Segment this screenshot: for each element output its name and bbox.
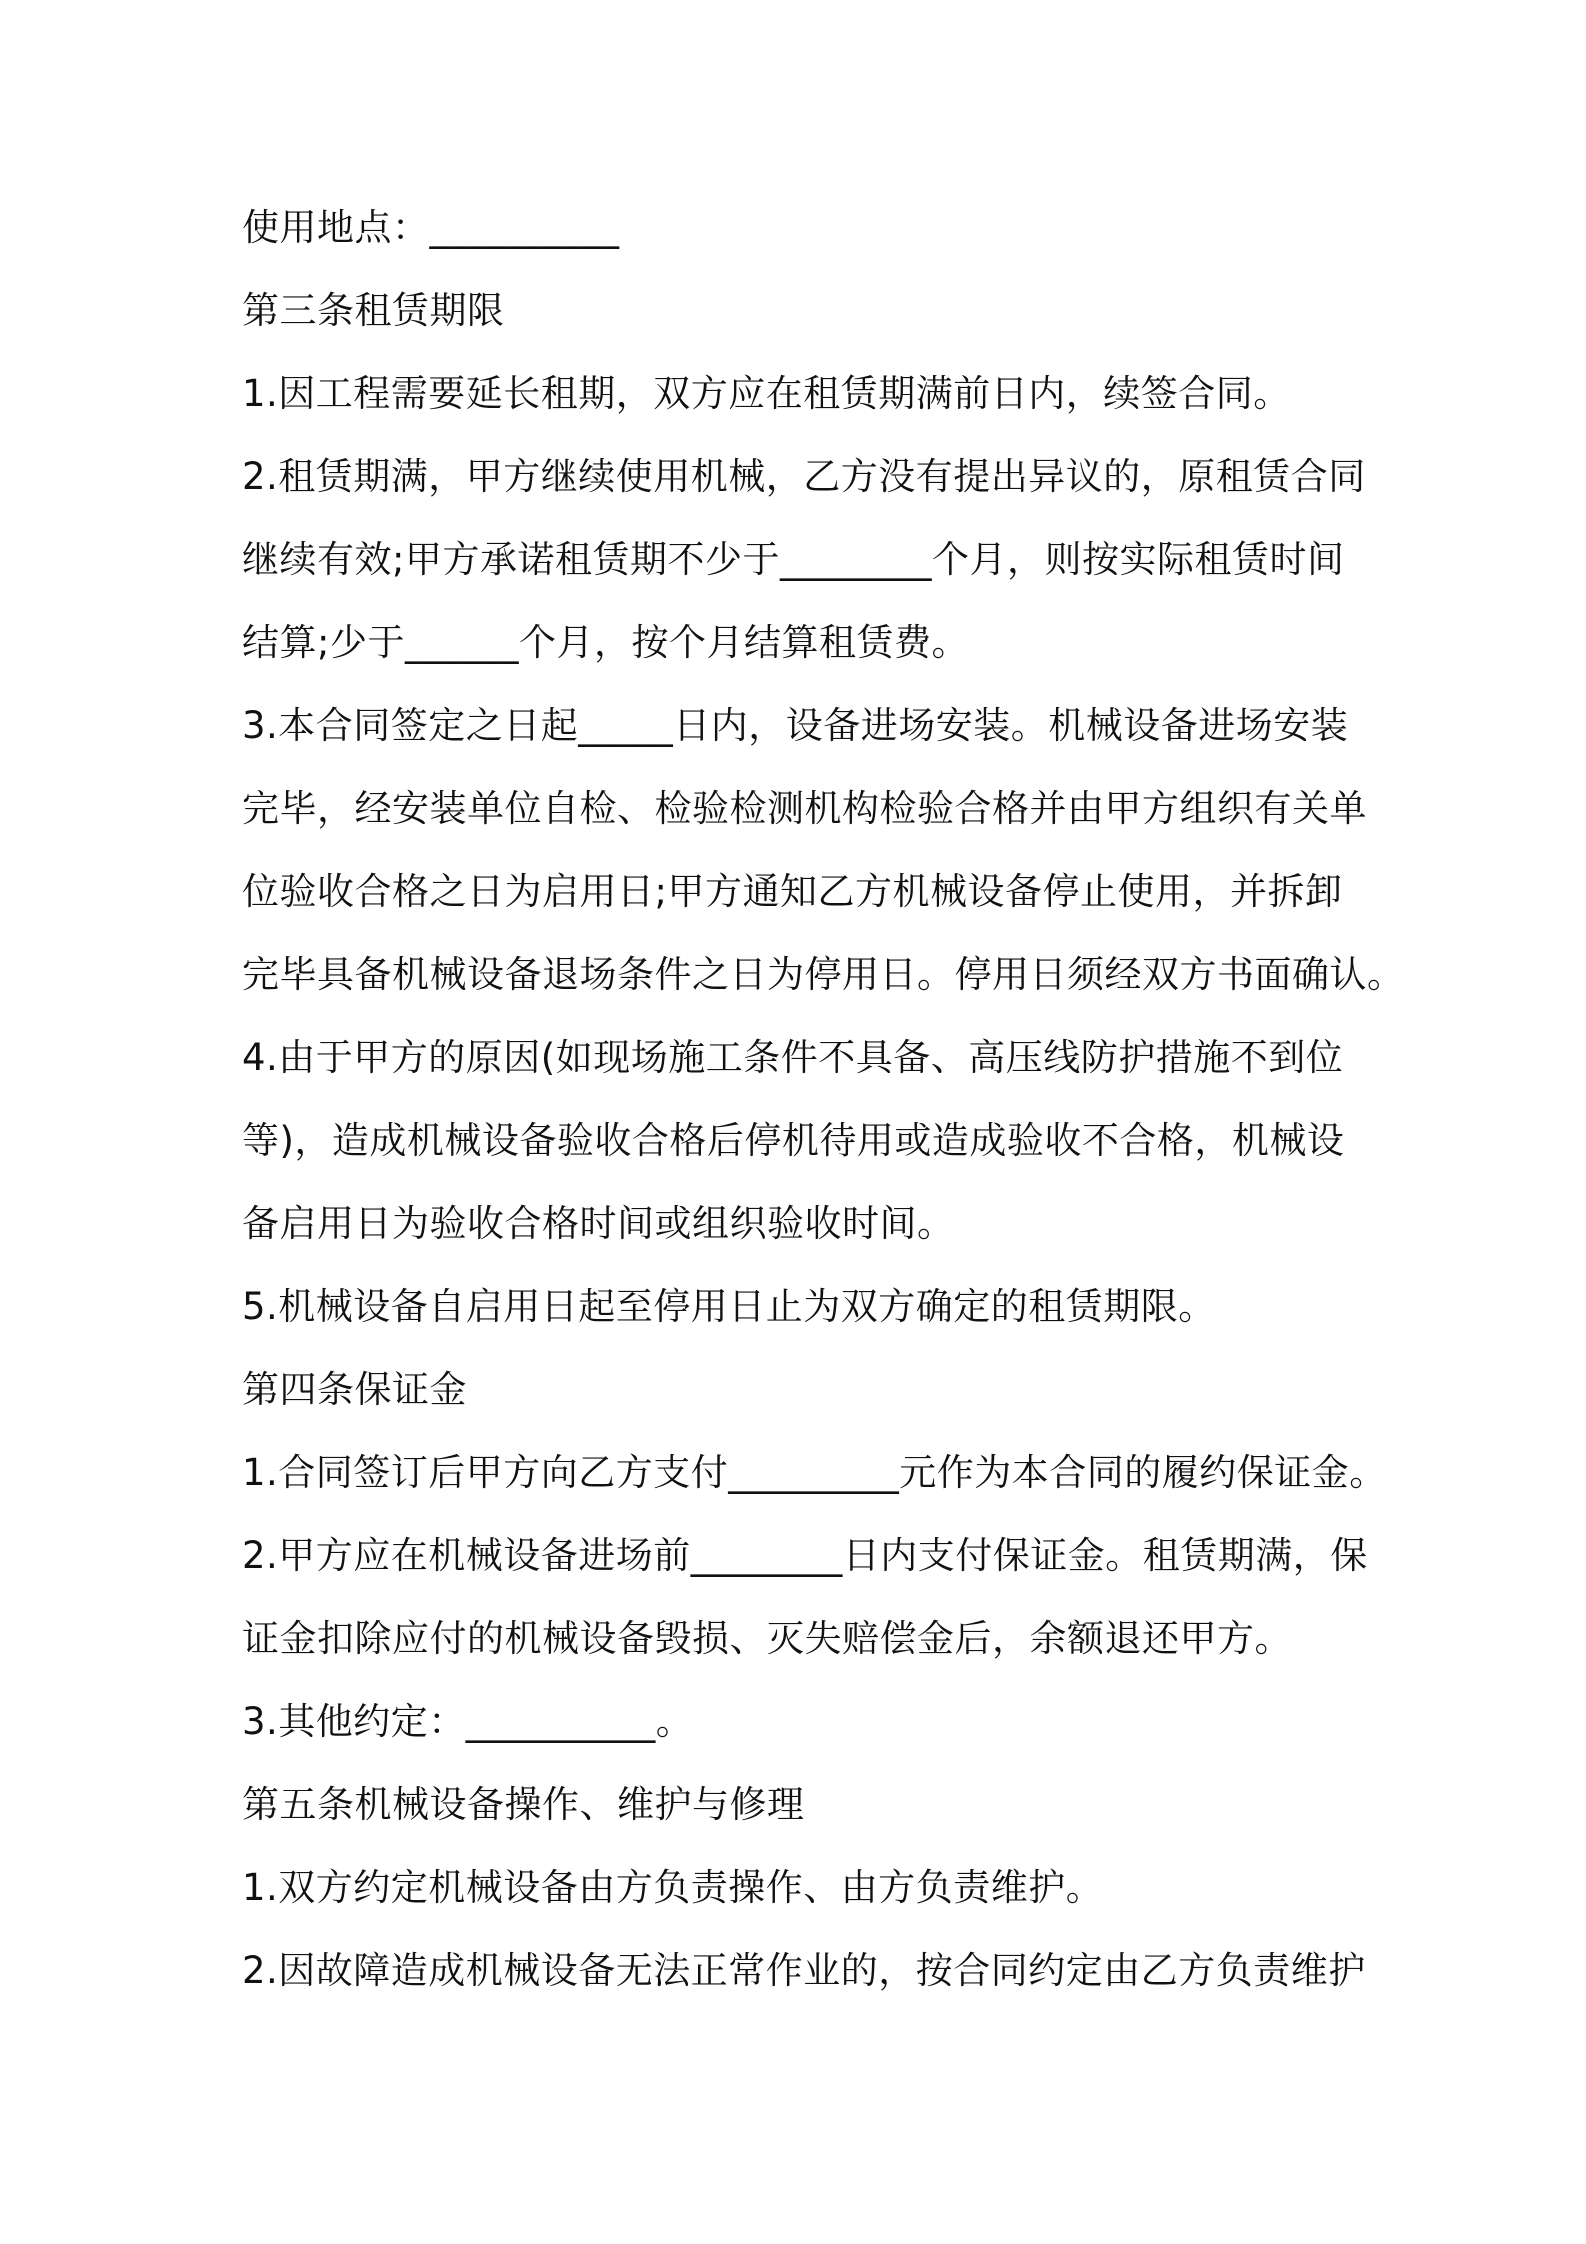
text-line: 备启用日为验收合格时间或组织验收时间。	[242, 1202, 955, 1245]
text-line: 等)，造成机械设备验收合格后停机待用或造成验收不合格，机械设	[242, 1119, 1345, 1162]
text-line: 1.合同签订后甲方向乙方支付_________元作为本合同的履约保证金。	[242, 1451, 1387, 1494]
text-line: 完毕具备机械设备退场条件之日为停用日。停用日须经双方书面确认。	[242, 953, 1405, 996]
text-line: 完毕，经安装单位自检、检验检测机构检验合格并由甲方组织有关单	[242, 787, 1367, 830]
section-heading: 第四条保证金	[242, 1368, 467, 1411]
text-line: 3.其他约定：__________。	[242, 1700, 694, 1743]
text-line: 4.由于甲方的原因(如现场施工条件不具备、高压线防护措施不到位	[242, 1036, 1344, 1079]
text-line: 2.因故障造成机械设备无法正常作业的，按合同约定由乙方负责维护	[242, 1949, 1366, 1992]
section-heading: 第五条机械设备操作、维护与修理	[242, 1783, 805, 1826]
text-line: 继续有效;甲方承诺租赁期不少于________个月，则按实际租赁时间	[242, 538, 1345, 581]
text-line: 证金扣除应付的机械设备毁损、灭失赔偿金后，余额退还甲方。	[242, 1617, 1292, 1660]
text-line: 5.机械设备自启用日起至停用日止为双方确定的租赁期限。	[242, 1285, 1216, 1328]
text-line: 2.甲方应在机械设备进场前________日内支付保证金。租赁期满，保	[242, 1534, 1368, 1577]
text-line: 位验收合格之日为启用日;甲方通知乙方机械设备停止使用，并拆卸	[242, 870, 1343, 913]
text-line: 结算;少于______个月，按个月结算租赁费。	[242, 621, 969, 664]
text-line: 1.双方约定机械设备由方负责操作、由方负责维护。	[242, 1866, 1104, 1909]
text-line: 3.本合同签定之日起_____日内，设备进场安装。机械设备进场安装	[242, 704, 1349, 747]
text-line: 1.因工程需要延长租期，双方应在租赁期满前日内，续签合同。	[242, 372, 1291, 415]
section-heading: 第三条租赁期限	[242, 289, 505, 332]
text-line: 使用地点：__________	[242, 206, 620, 249]
text-line: 2.租赁期满，甲方继续使用机械，乙方没有提出异议的，原租赁合同	[242, 455, 1366, 498]
